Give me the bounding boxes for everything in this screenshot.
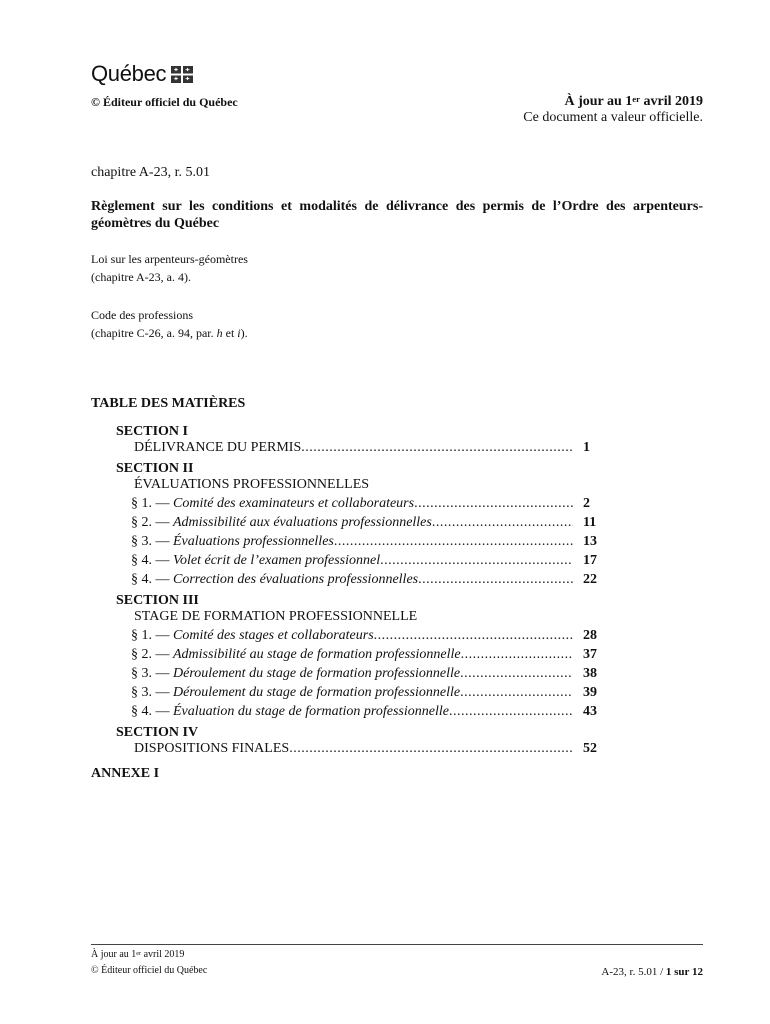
toc-section-1-heading: SECTION I xyxy=(116,424,188,439)
toc-entry[interactable]: § 4. — Correction des évaluations professionnelles ..... 22 xyxy=(131,572,613,588)
update-date: À jour au 1er avril 2019 xyxy=(564,93,703,109)
toc-section-2-heading: SECTION II xyxy=(116,461,194,476)
toc-entry[interactable]: § 2. — Admissibilité aux évaluations professionnelles ..... 11 xyxy=(131,515,613,531)
footer-publisher: © Éditeur officiel du Québec xyxy=(91,965,208,976)
quebec-logo xyxy=(91,60,193,88)
chapter-reference: chapitre A-23, r. 5.01 xyxy=(91,165,210,180)
toc-entry[interactable]: § 3. — Déroulement du stage de formation professionnelle ..... 38 xyxy=(131,666,613,682)
logo-text: Québec xyxy=(91,61,167,86)
toc-section-2-title: ÉVALUATIONS PROFESSIONNELLES xyxy=(134,477,370,492)
footer-divider xyxy=(91,944,703,945)
toc-entry[interactable]: DÉLIVRANCE DU PERMIS ..... 1 xyxy=(134,440,613,456)
footer-page-reference: A-23, r. 5.01 / 1 sur 12 xyxy=(601,966,703,978)
toc-section-3-heading: SECTION III xyxy=(116,593,199,608)
regulation-title: Règlement sur les conditions et modalités de délivrance des permis de l’Ordre des arpenteurs-géomètres du Québec xyxy=(91,199,703,231)
toc-entry[interactable]: DISPOSITIONS FINALES ..... 52 xyxy=(134,741,613,757)
toc-entry[interactable]: § 1. — Comité des stages et collaborateurs ..... 28 xyxy=(131,628,613,644)
professional-code-reference: Code des professions (chapitre C-26, a. 94, par. h et i). xyxy=(91,308,248,340)
footer-update-date: À jour au 1er avril 2019 xyxy=(91,949,185,960)
quebec-flag-icon xyxy=(171,66,193,83)
toc-entry[interactable]: § 1. — Comité des examinateurs et collaborateurs ..... 2 xyxy=(131,496,613,512)
enabling-law: Loi sur les arpenteurs-géomètres (chapitre A-23, a. 4). xyxy=(91,252,248,284)
publisher-label: © Éditeur officiel du Québec xyxy=(91,95,238,109)
toc-entry[interactable]: § 4. — Évaluation du stage de formation professionnelle ..... 43 xyxy=(131,704,613,720)
toc-section-3-title: STAGE DE FORMATION PROFESSIONNELLE xyxy=(134,609,418,624)
toc-entry[interactable]: § 2. — Admissibilité au stage de formation professionnelle ..... 37 xyxy=(131,647,613,663)
toc-entry[interactable]: § 4. — Volet écrit de l’examen professionnel ..... 17 xyxy=(131,553,613,569)
toc-entry[interactable]: § 3. — Déroulement du stage de formation professionnelle ..... 39 xyxy=(131,685,613,701)
toc-annex[interactable]: ANNEXE I xyxy=(91,766,160,781)
toc-title: TABLE DES MATIÈRES xyxy=(91,396,246,411)
toc-section-4-heading: SECTION IV xyxy=(116,725,199,740)
toc-entry[interactable]: § 3. — Évaluations professionnelles ..... 13 xyxy=(131,534,613,550)
official-value-note: Ce document a valeur officielle. xyxy=(523,110,703,125)
